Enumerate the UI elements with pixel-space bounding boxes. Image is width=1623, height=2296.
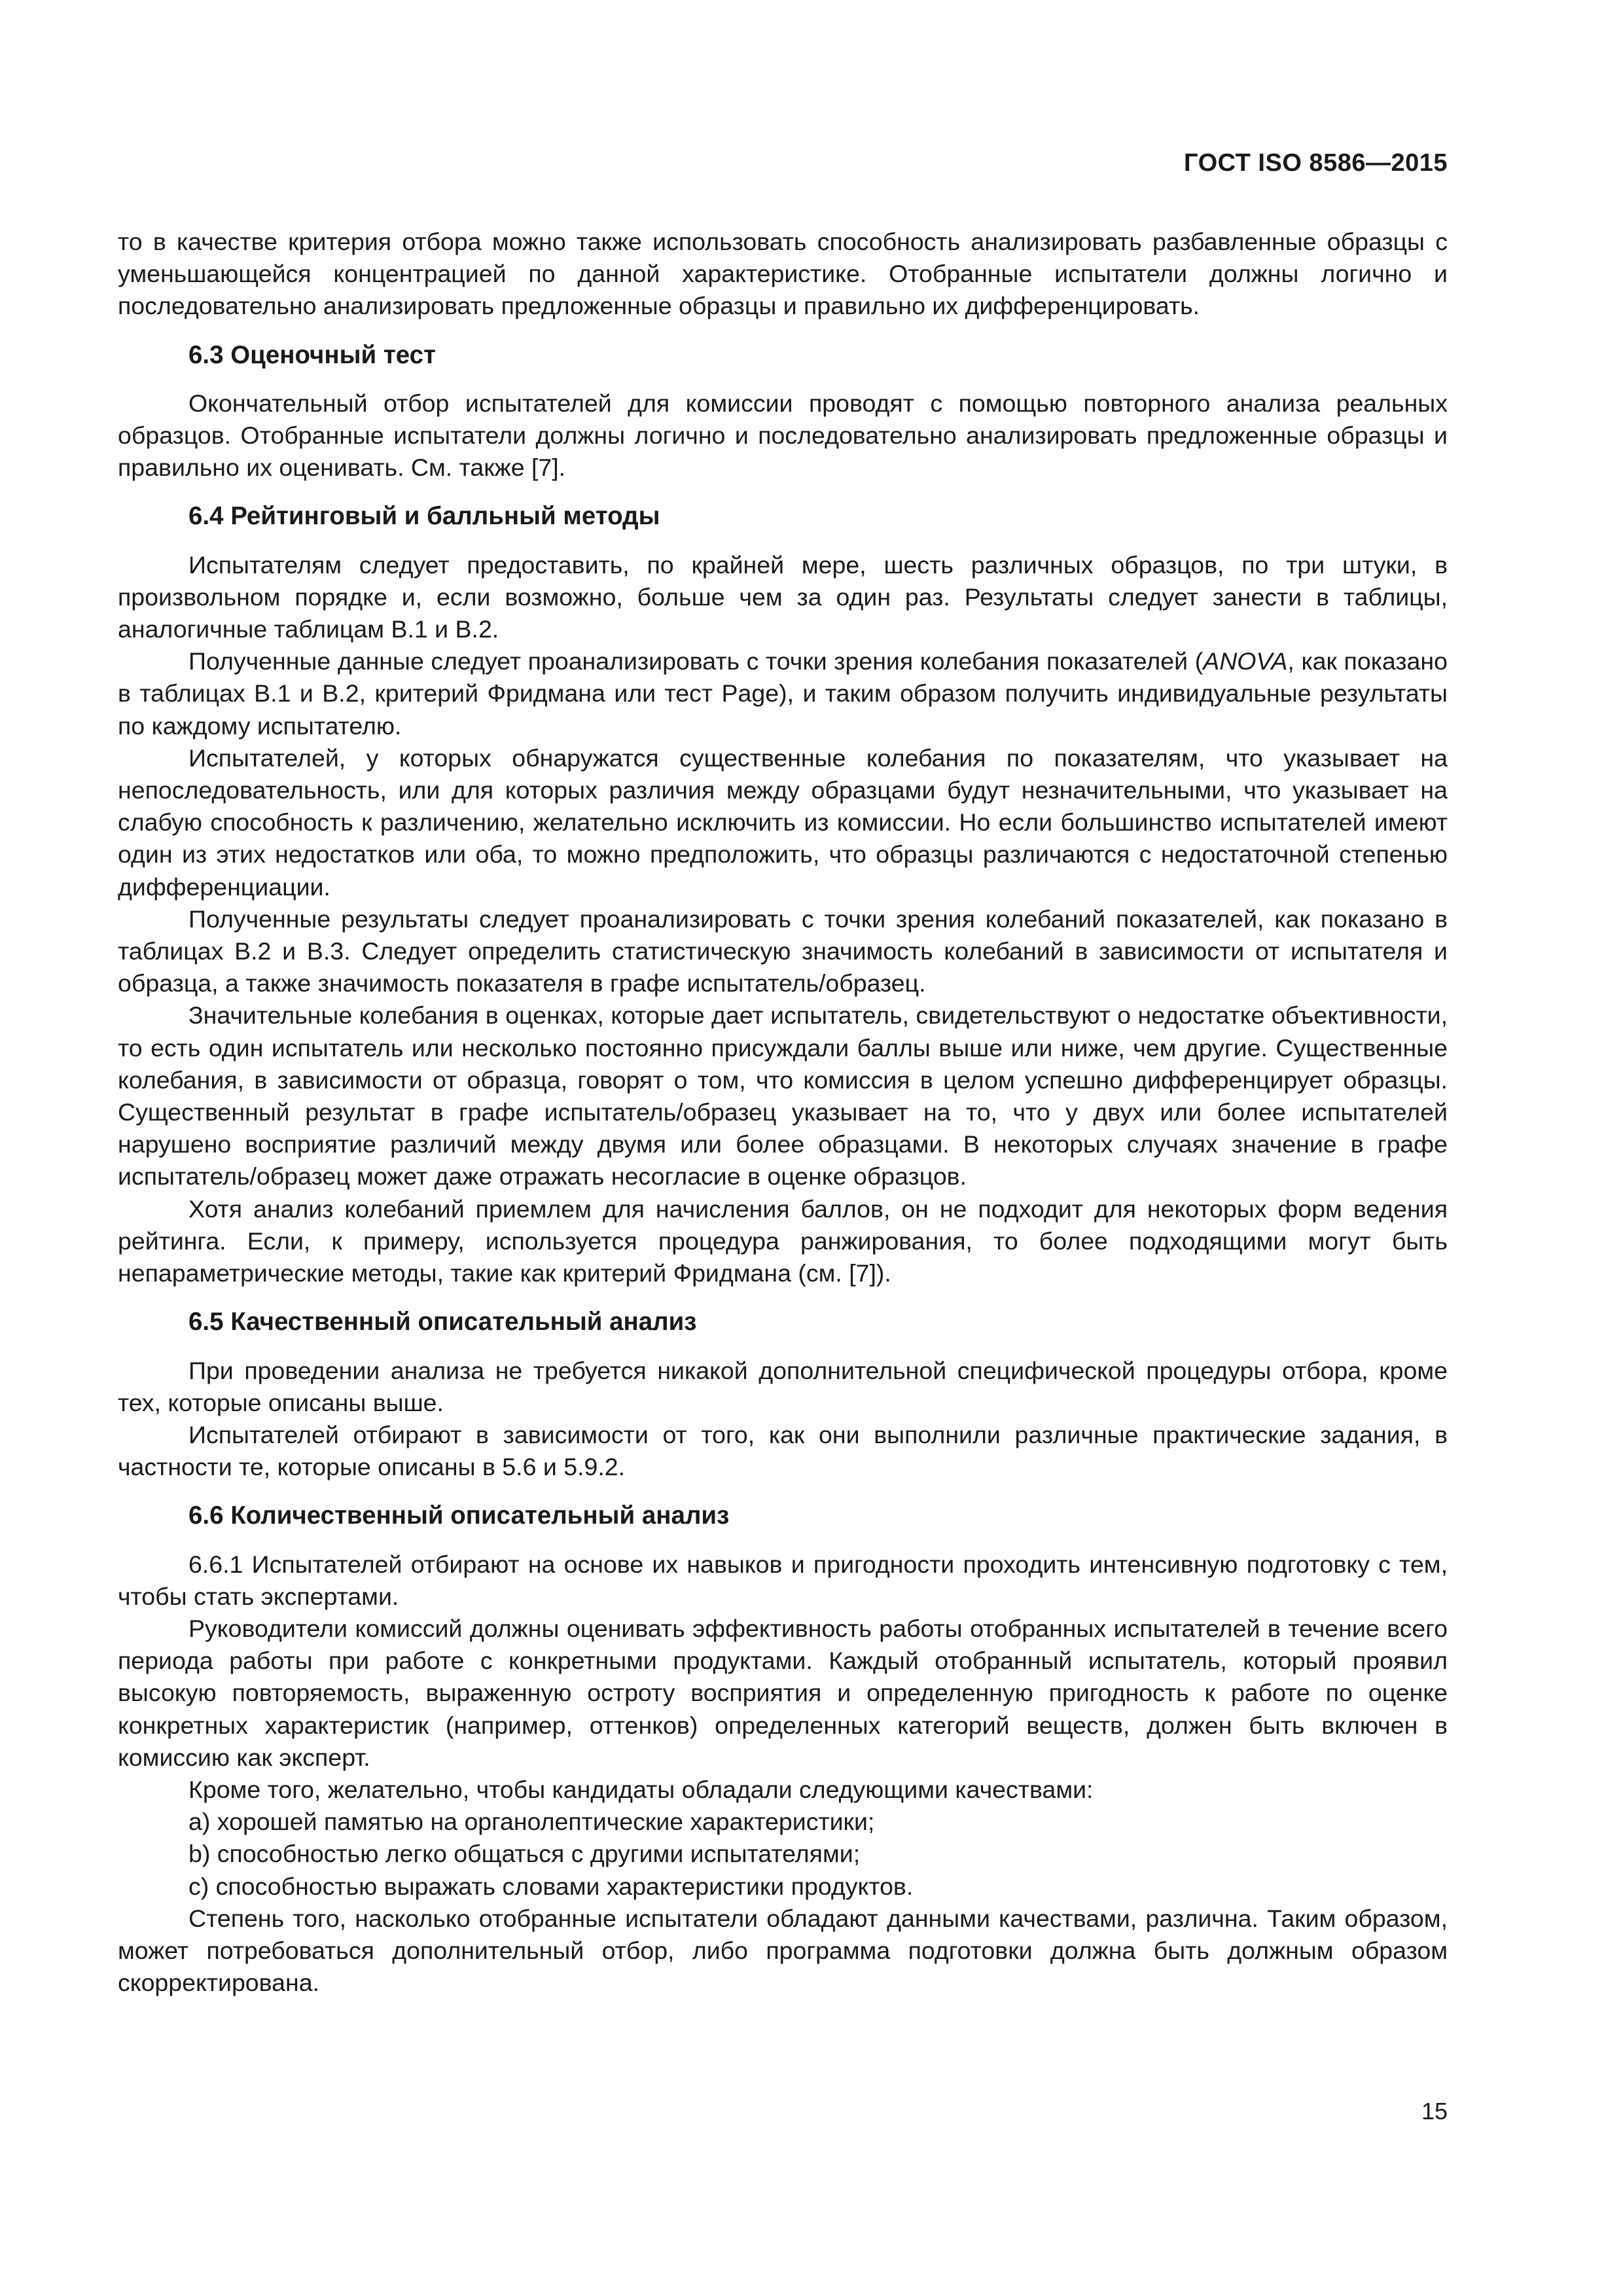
page-number: 15	[1421, 2098, 1448, 2125]
list-item: b) способностью легко общаться с другими испытателями;	[188, 1840, 861, 1868]
intro-paragraph: то в качестве критерия отбора можно также использовать способность анализировать разбавленные образцы с уменьшающейся концентрацией по данной характеристике. Отобранные испытатели должны логично и последовательно анализировать предложенные образцы и правильно их дифференцировать.	[118, 228, 1448, 320]
paragraph-text: как показано в таблицах В.1 и В.2, критерий Фридмана или тест Page), и таким образом получить индивидуальные результаты по каждому испытателю.	[118, 647, 1448, 740]
section-heading-6-5: 6.5 Качественный описательный анализ	[188, 1308, 697, 1336]
list-item: a) хорошей памятью на органолептические характеристики;	[188, 1808, 875, 1836]
paragraph: Испытателей отбирают в зависимости от того, как они выполнили различные практические задания, в частности те, которые описаны в 5.6 и 5.9.2.	[118, 1420, 1448, 1481]
paragraph-text: ,	[1287, 647, 1294, 675]
paragraph: Испытателям следует предоставить, по крайней мере, шесть различных образцов, по три штуки, в произвольном порядке и, если возможно, больше чем за один раз. Результаты следует занести в таблицы, аналогичные таблицам В.1 и В.2.	[118, 550, 1448, 643]
section-heading-6-4: 6.4 Рейтинговый и балльный методы	[188, 502, 660, 531]
paragraph-anova	[118, 645, 1448, 742]
page-content	[118, 226, 1448, 1999]
paragraph: Полученные результаты следует проанализировать с точки зрения колебаний показателей, как показано в таблицах В.2 и В.3. Следует определить статистическую значимость колебаний в зависимости от испытателя и образца, а также значимость показателя в графе испытатель/образец.	[118, 905, 1448, 997]
paragraph: Степень того, насколько отобранные испытатели обладают данными качествами, различна. Таким образом, может потребоваться дополнительный отбор, либо программа подготовки должна быть должным образом скорректирована.	[118, 1904, 1448, 1997]
anova-term: ANOVA	[1203, 647, 1288, 675]
paragraph: Значительные колебания в оценках, которые дает испытатель, свидетельствуют о недостатке объективности, то есть один испытатель или несколько постоянно присуждали баллы выше или ниже, чем другие. Существенные колебания, в зависимости от образца, говорят о том, что комиссия в целом успешно дифференцирует образцы. Существенный результат в графе испытатель/образец указывает на то, что у двух или более испытателей нарушено восприятие различий между двумя или более образцами. В некоторых случаях значение в графе испытатель/образец может даже отражать несогласие в оценке образцов.	[118, 1001, 1448, 1191]
paragraph: Окончательный отбор испытателей для комиссии проводят с помощью повторного анализа реальных образцов. Отобранные испытатели должны логично и последовательно анализировать предложенные образцы и правильно их оценивать. См. также [7].	[118, 389, 1448, 482]
list-item: c) способностью выражать словами характеристики продуктов.	[188, 1872, 914, 1900]
paragraph: 6.6.1 Испытателей отбирают на основе их навыков и пригодности проходить интенсивную подготовку с тем, чтобы стать экспертами.	[118, 1550, 1448, 1610]
paragraph-text: Полученные данные следует проанализировать с точки зрения колебания показателей (	[188, 647, 1204, 675]
paragraph: При проведении анализа не требуется никакой дополнительной специфической процедуры отбора, кроме тех, которые описаны выше.	[118, 1356, 1448, 1416]
section-heading-6-3: 6.3 Оценочный тест	[188, 340, 436, 369]
section-heading-6-6: 6.6 Количественный описательный анализ	[188, 1501, 730, 1530]
paragraph: Руководители комиссий должны оценивать эффективность работы отобранных испытателей в течение всего периода работы при работе с конкретными продуктами. Каждый отобранный испытатель, который проявил высокую повторяемость, выраженную остроту восприятия и определенную пригодность к работе по оценке конкретных характеристик (например, оттенков) определенных категорий веществ, должен быть включен в комиссию как эксперт.	[118, 1614, 1448, 1771]
paragraph: Кроме того, желательно, чтобы кандидаты обладали следующими качествами:	[188, 1775, 1094, 1803]
document-code: ГОСТ ISO 8586—2015	[1184, 149, 1448, 177]
paragraph: Хотя анализ колебаний приемлем для начисления баллов, он не подходит для некоторых форм ведения рейтинга. Если, к примеру, используется процедура ранжирования, то более подходящими могут быть непараметрические методы, такие как критерий Фридмана (см. [7]).	[118, 1194, 1448, 1287]
paragraph: Испытателей, у которых обнаружатся существенные колебания по показателям, что указывает на непоследовательность, или для которых различия между образцами будут незначительными, что указывает на слабую способность к различению, желательно исключить из комиссии. Но если большинство испытателей имеют один из этих недостатков или оба, то можно предположить, что образцы различаются с недостаточной степенью дифференциации.	[118, 744, 1448, 901]
